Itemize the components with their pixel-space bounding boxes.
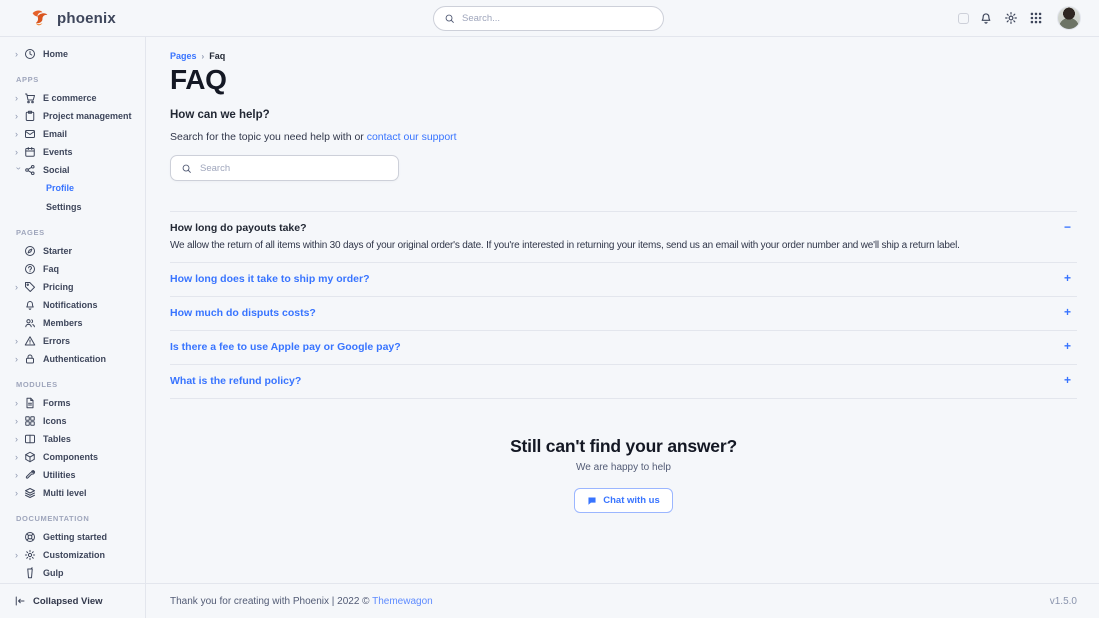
cart-icon (24, 92, 36, 104)
sidebar-item-members[interactable] (0, 314, 145, 332)
expand-icon[interactable]: + (1063, 271, 1071, 285)
file-icon (24, 397, 36, 409)
top-navbar (0, 0, 1099, 37)
faq-accordion (170, 211, 1077, 399)
sidebar-nav (0, 37, 145, 583)
question-circle-icon (24, 263, 36, 275)
sidebar-item-social[interactable] (0, 161, 145, 179)
chat-button-label: Chat with us (603, 495, 660, 506)
compass-icon (24, 245, 36, 257)
chevron-icon: › (15, 146, 18, 157)
phoenix-bird-icon (30, 9, 50, 27)
page-content (146, 37, 1099, 583)
footer-version: v1.5.0 (1049, 595, 1077, 607)
clipboard-icon (24, 110, 36, 122)
bell-icon[interactable] (978, 10, 994, 26)
sidebar-item-events[interactable] (0, 143, 145, 161)
sidebar-item-label: Tables (43, 434, 71, 444)
sidebar-item-label: Getting started (43, 532, 108, 542)
sidebar-item-label: Members (43, 318, 83, 328)
faq-item[interactable] (170, 211, 1077, 262)
sidebar-item-label: Faq (43, 264, 60, 274)
sidebar-item-label: Events (43, 147, 73, 157)
faq-item[interactable] (170, 364, 1077, 399)
user-avatar[interactable] (1057, 6, 1081, 30)
warning-icon (24, 335, 36, 347)
global-search[interactable] (433, 6, 664, 31)
sidebar-item-notifications[interactable] (0, 296, 145, 314)
package-icon (24, 451, 36, 463)
collapsed-view-label: Collapsed View (33, 595, 103, 607)
apps-grid-icon[interactable] (1028, 10, 1044, 26)
envelope-icon (24, 128, 36, 140)
sidebar-item-utilities[interactable] (0, 466, 145, 484)
chevron-icon: › (15, 335, 18, 346)
chevron-icon: › (14, 166, 25, 170)
breadcrumb-pages-link[interactable]: Pages (170, 51, 197, 61)
share-icon (24, 164, 36, 176)
search-icon (444, 13, 455, 24)
breadcrumb (170, 51, 1077, 61)
sidebar-item-label: Notifications (43, 300, 98, 310)
help-heading: How can we help? (170, 109, 270, 121)
sidebar-item-e-commerce[interactable] (0, 89, 145, 107)
clock-icon (24, 48, 36, 60)
page-footer (146, 583, 1099, 618)
sidebar-item-label: Project management (43, 111, 132, 121)
sidebar-item-label: Starter (43, 246, 73, 256)
sidebar-item-label: Social (43, 165, 70, 175)
help-text (170, 131, 1077, 143)
breadcrumb-separator: › (201, 51, 205, 61)
sidebar (0, 37, 146, 618)
sidebar-item-components[interactable] (0, 448, 145, 466)
chevron-icon: › (15, 415, 18, 426)
sidebar-item-label: Gulp (43, 568, 64, 578)
sidebar-section-label: DOCUMENTATION (16, 514, 90, 523)
cta-section (170, 436, 1077, 513)
navbar-actions (958, 6, 1081, 30)
chevron-icon: › (15, 433, 18, 444)
tag-icon (24, 281, 36, 293)
faq-question[interactable]: What is the refund policy? (170, 375, 302, 387)
faq-question[interactable]: How long does it take to ship my order? (170, 273, 370, 285)
brand-name: phoenix (57, 9, 116, 27)
wrench-icon (24, 469, 36, 481)
sidebar-item-getting-started[interactable] (0, 528, 145, 546)
chevron-icon: › (15, 92, 18, 103)
faq-item[interactable] (170, 330, 1077, 364)
page-title: FAQ (170, 64, 227, 95)
faq-item[interactable] (170, 296, 1077, 330)
chat-bubble-icon (587, 496, 597, 506)
themewagon-link[interactable]: Themewagon (372, 595, 433, 607)
faq-question[interactable]: Is there a fee to use Apple pay or Google pay? (170, 341, 401, 353)
sidebar-section-label: MODULES (16, 380, 58, 389)
chevron-icon: › (15, 451, 18, 462)
sidebar-item-customization[interactable] (0, 546, 145, 564)
gear-icon[interactable] (1003, 10, 1019, 26)
sidebar-subitem-label: Profile (46, 183, 75, 194)
faq-question[interactable]: How much do disputs costs? (170, 307, 316, 319)
sidebar-section-label: APPS (16, 75, 39, 84)
grid4-icon (24, 415, 36, 427)
chevron-icon: › (15, 397, 18, 408)
sidebar-item-label: Utilities (43, 470, 76, 480)
faq-answer: We allow the return of all items within 30 days of your original order's date. If you're interested in returning your items, send us an email with your order number and we'll ship a return label. (170, 240, 960, 251)
faq-item[interactable] (170, 262, 1077, 296)
sidebar-item-label: Customization (43, 550, 105, 560)
faq-search-input[interactable] (200, 163, 388, 174)
chevron-icon: › (15, 128, 18, 139)
chevron-icon: › (15, 549, 18, 560)
sidebar-item-label: Authentication (43, 354, 106, 364)
expand-icon[interactable]: + (1063, 339, 1071, 353)
theme-toggle[interactable] (958, 13, 969, 24)
chevron-icon: › (15, 48, 18, 59)
search-icon (181, 163, 192, 174)
cta-heading: Still can't find your answer? (510, 436, 737, 456)
chat-with-us-button[interactable] (574, 488, 672, 513)
sidebar-item-gulp[interactable] (0, 564, 145, 582)
cup-icon (24, 567, 36, 579)
sidebar-item-tables[interactable] (0, 430, 145, 448)
table-icon (24, 433, 36, 445)
footer-text-body: Thank you for creating with Phoenix | 2022 © (170, 595, 373, 607)
help-text-body: Search for the topic you need help with or (170, 131, 367, 143)
cta-subheading: We are happy to help (576, 462, 671, 473)
sidebar-item-project-management[interactable] (0, 107, 145, 125)
faq-question[interactable]: How long do payouts take? (170, 222, 307, 234)
chevron-icon: › (15, 353, 18, 364)
users-icon (24, 317, 36, 329)
sidebar-item-multi-level[interactable] (0, 484, 145, 502)
sidebar-item-label: Forms (43, 398, 71, 408)
chevron-icon: › (15, 487, 18, 498)
sidebar-item-email[interactable] (0, 125, 145, 143)
layers-icon (24, 487, 36, 499)
sidebar-item-icons[interactable] (0, 412, 145, 430)
main-area (146, 37, 1099, 618)
sidebar-item-label: Pricing (43, 282, 74, 292)
sidebar-item-forms[interactable] (0, 394, 145, 412)
sidebar-item-home[interactable] (0, 45, 145, 63)
footer-text (170, 596, 433, 607)
sidebar-item-label: Email (43, 129, 68, 139)
collapsed-view-toggle[interactable] (0, 583, 145, 618)
sidebar-item-errors[interactable] (0, 332, 145, 350)
breadcrumb-current: Faq (209, 51, 226, 61)
sidebar-item-starter[interactable] (0, 242, 145, 260)
sidebar-subitem-label: Settings (46, 201, 82, 212)
bell-icon (24, 299, 36, 311)
sidebar-item-label: Multi level (43, 488, 87, 498)
sidebar-item-label: E commerce (43, 93, 97, 103)
chevron-icon: › (15, 281, 18, 292)
chevron-icon: › (15, 469, 18, 480)
global-search-input[interactable] (462, 13, 653, 24)
sidebar-item-label: Errors (43, 336, 71, 346)
gear-icon (24, 549, 36, 561)
sidebar-item-label: Home (43, 49, 69, 59)
sidebar-subitem-profile[interactable] (0, 179, 145, 198)
lock-icon (24, 353, 36, 365)
collapse-left-icon (14, 595, 26, 607)
contact-support-link[interactable]: contact our support (366, 131, 457, 143)
sidebar-subitem-settings[interactable] (0, 198, 145, 217)
sidebar-item-pricing[interactable] (0, 278, 145, 296)
collapse-icon[interactable]: − (1063, 220, 1071, 234)
expand-icon[interactable]: + (1063, 305, 1071, 319)
expand-icon[interactable]: + (1063, 373, 1071, 387)
faq-search[interactable] (170, 155, 399, 181)
calendar-icon (24, 146, 36, 158)
brand-logo[interactable] (30, 9, 116, 27)
sidebar-item-label: Icons (43, 416, 67, 426)
chevron-icon: › (15, 110, 18, 121)
lifebuoy-icon (24, 531, 36, 543)
sidebar-section-label: PAGES (16, 228, 45, 237)
sidebar-item-faq[interactable] (0, 260, 145, 278)
sidebar-item-label: Components (43, 452, 98, 462)
sidebar-item-authentication[interactable] (0, 350, 145, 368)
